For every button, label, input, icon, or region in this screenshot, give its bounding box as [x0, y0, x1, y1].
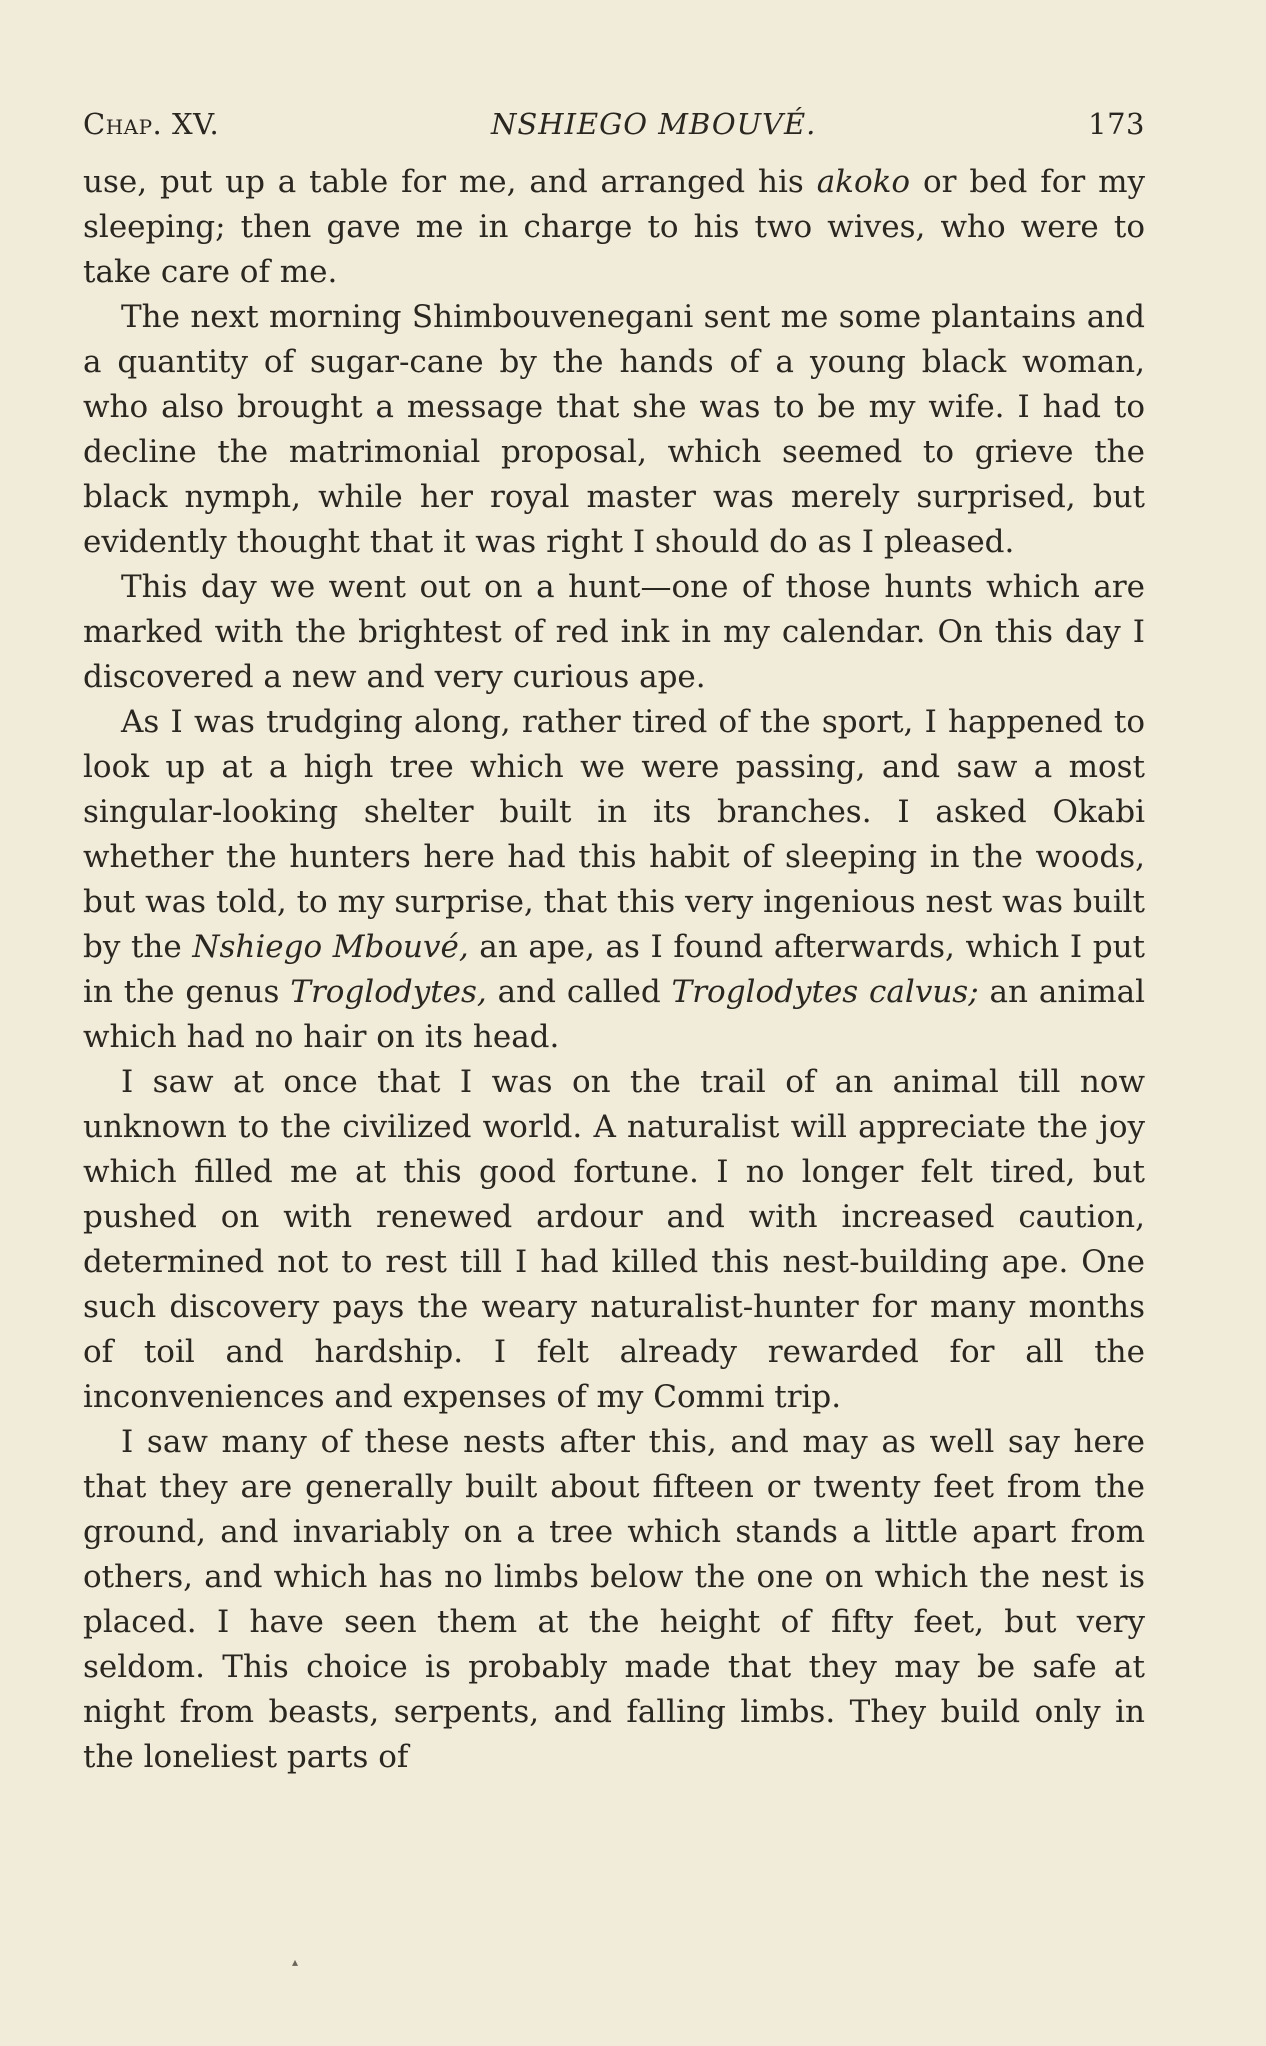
text-run: an ape, as I found afterwards, which I put in the genus: [83, 929, 1145, 1010]
text-run: I saw many of these nests after this, and may as well say here that they are generally built about fifteen or twenty feet from the ground, and invariably on a tree which stands a little apart from others, and which has no limbs below the one on which the nest is placed. I have seen them at the height of fifty feet, but very seldom. This choice is probably made that they may be safe at night from beasts, serpents, and falling limbs. They build only in the loneliest parts of: [83, 1424, 1145, 1775]
book-page: [83, 104, 1145, 1780]
italic-term: Troglodytes,: [290, 974, 487, 1010]
running-title: NSHIEGO MBOUVÉ.: [490, 107, 817, 141]
printer-mark: ▴: [292, 1955, 299, 1969]
text-run: As I was trudging along, rather tired of the sport, I happened to look up at a high tree which we were passing, and saw a most singular-looking shelter built in its branches. I asked Okabi whether the hunters here had this habit of sleeping in the woods, but was told, to my surprise, that this very ingenious nest was built by the: [83, 704, 1145, 965]
text-run: This day we went out on a hunt—one of those hunts which are marked with the brightest of red ink in my calendar. On this day I discovered a new and very curious ape.: [83, 569, 1145, 695]
italic-term: Nshiego Mbouvé,: [192, 929, 469, 965]
paragraph: [83, 295, 1145, 565]
text-run: and called: [486, 974, 672, 1010]
running-head: [83, 104, 1145, 148]
paragraph: [83, 565, 1145, 700]
paragraph: [83, 1060, 1145, 1420]
body-text: [83, 160, 1145, 1780]
paragraph: [83, 160, 1145, 295]
page-number: 173: [1088, 107, 1145, 141]
italic-term: akoko: [816, 164, 911, 200]
chapter-label: Chap. XV.: [83, 107, 220, 141]
italic-term: Troglodytes calvus;: [671, 974, 979, 1010]
text-run: The next morning Shimbouvenegani sent me some plantains and a quantity of sugar-cane by the hands of a young black woman, who also brought a message that she was to be my wife. I had to decline the matrimonial proposal, which seemed to grieve the black nymph, while her royal master was merely surprised, but evidently thought that it was right I should do as I pleased.: [83, 299, 1145, 560]
text-run: use, put up a table for me, and arranged his: [83, 164, 817, 200]
paragraph: [83, 700, 1145, 1060]
text-run: an animal which had no hair on its head.: [83, 974, 1145, 1055]
paragraph: [83, 1420, 1145, 1780]
text-run: I saw at once that I was on the trail of an animal till now unknown to the civilized world. A naturalist will appreciate the joy which filled me at this good fortune. I no longer felt tired, but pushed on with renewed ardour and with increased caution, determined not to rest till I had killed this nest-building ape. One such discovery pays the weary naturalist-hunter for many months of toil and hardship. I felt already rewarded for all the inconveniences and expenses of my Commi trip.: [83, 1064, 1145, 1415]
text-run: or bed for my sleeping; then gave me in charge to his two wives, who were to take care of me.: [83, 164, 1145, 290]
